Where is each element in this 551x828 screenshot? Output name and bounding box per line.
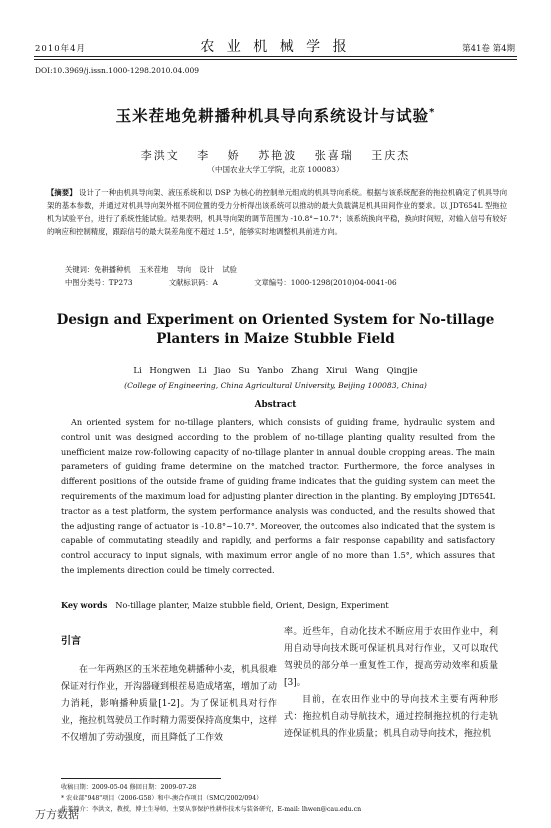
header-date: 2010年4月 [35,44,87,54]
keywords-chinese: 关键词：免耕播种机 玉米茬地 导向 设计 试验 [65,265,237,274]
footnote-fund: * 农业部"948"项目（2006-G58）和中-澳合作项目（SMC/2002/094） [61,795,263,802]
abstract-chinese-label: 【摘要】 [47,188,77,197]
abstract-heading: Abstract [254,400,297,410]
doi: DOI:10.3969/j.issn.1000-1298.2010.04.009 [35,66,200,75]
affiliation-english: (College of Engineering, China Agricultural University, Beijing 100083, China) [124,381,427,390]
classification-chinese [65,278,397,288]
intro-right-paragraph-2: 目前，在农田作业中的导向技术主要有两种形式：拖拉机自动导航技术，通过控制拖拉机的行走轨迹保证机具的作业质量；机具自动导向技术，拖拉机 [284,695,498,739]
header-rule-thick [34,56,517,57]
watermark-wanfang: 万方数据 [35,808,79,821]
footnote-rule [61,778,221,779]
header-rule-thin [34,59,517,60]
title-english-line1: Design and Experiment on Oriented System for No-tillage [56,312,495,328]
intro-right-column [284,624,498,743]
document-code: 文献标识码：A [168,278,218,287]
authors-english: Li Hongwen Li Jiao Su Yanbo Zhang Xirui Wang Qingjie [133,366,418,376]
affiliation-chinese: （中国农业大学工学院，北京 100083） [207,165,344,174]
abstract-english: An oriented system for no-tillage planters, which consists of guiding frame, hydraulic system and control unit was designed according to the problem of no-tillage planting quality resulted from the unefficient maize row-following capacity of no-tillage planter in annual double cropping areas. The main parameters of guiding frame determine on the matched tractor. Furthermore, the force analyses in different positions of the outside frame of guiding frame indicates that the guiding system can meet the requirements of the maximum load for adjusting planter direction in the planting. By employing JDT654L tractor as a test platform, the system performance analysis was conducted, and the results showed that the adjusting range of actuator is -10.8°~10.7°. Moreover, the outcomes also indicated that the system is capable of commutating steadily and rapidly, and performs a fair response capability and satisfactory control accuracy to input signals, with maximum error angle of no more than 1.5°, which assures that the implements direction could be timely corrected. [61,417,495,575]
footnote-received: 收稿日期：2009-05-04 修回日期：2009-07-28 [61,784,197,791]
section-heading-introduction: 引言 [61,636,81,647]
title-footnote-mark: * [429,106,436,118]
footnote-author: 作者简介：李洪文，教授，博士生导师，主要从事保护性耕作技术与装备研究，E-mail: lhwen@cau.edu.cn [61,806,362,813]
keywords-english-label: Key words [61,600,108,610]
clc-number: 中图分类号：TP273 [65,278,133,287]
keywords-english [61,600,389,610]
abstract-chinese [47,186,507,238]
title-english [0,311,551,349]
title-chinese [0,104,551,126]
journal-name: 农 业 机 械 学 报 [200,39,351,55]
header-volume: 第41卷 第4期 [462,44,515,54]
article-number: 文章编号：1000-1298(2010)04-0041-06 [254,278,397,287]
title-english-line2: Planters in Maize Stubble Field [156,331,395,347]
intro-right-paragraph-1: 率。近些年，自动化技术不断应用于农田作业中，利用自动导向技术既可保证机具对行作业，又可以取代驾驶员的部分单一重复性工作，提高劳动效率和质量[3]。 [284,627,498,688]
abstract-chinese-text: 设计了一种由机具导向架、液压系统和以 DSP 为核心的控制单元组成的机具导向系统。根据与该系统配套的拖拉机确定了机具导向架的基本参数，并通过对机具导向架外框不同位置的受力分析得出该系统可以推动的最大负载满足机具田间作业的要求。以 JDT654L 型拖拉机为试验平台，进行了系统性能试验。结果表明，机具导向架的调节范围为 -10.8°~10.7°；该系统换向平稳，换向时间短，对输入信号有较好的响应和控制精度，跟踪信号的最大误差角度不超过 1.5°，能够实时地调整机具前进方向。 [47,188,507,236]
intro-left-column: 在一年两熟区的玉米茬地免耕播种小麦，机具很难保证对行作业，开沟器碰到根茬易造成堵塞，增加了动力消耗，影响播种质量[1-2]。为了保证机具对行作业，拖拉机驾驶员工作时精力需要保持高度集中，这样不仅增加了劳动强度，而且降低了工作效 [61,665,278,743]
keywords-english-text: No-tillage planter, Maize stubble field, Orient, Design, Experiment [115,600,389,610]
authors-chinese: 李洪文 李 娇 苏艳波 张喜瑞 王庆杰 [140,149,411,162]
title-chinese-text: 玉米茬地免耕播种机具导向系统设计与试验 [115,107,430,125]
